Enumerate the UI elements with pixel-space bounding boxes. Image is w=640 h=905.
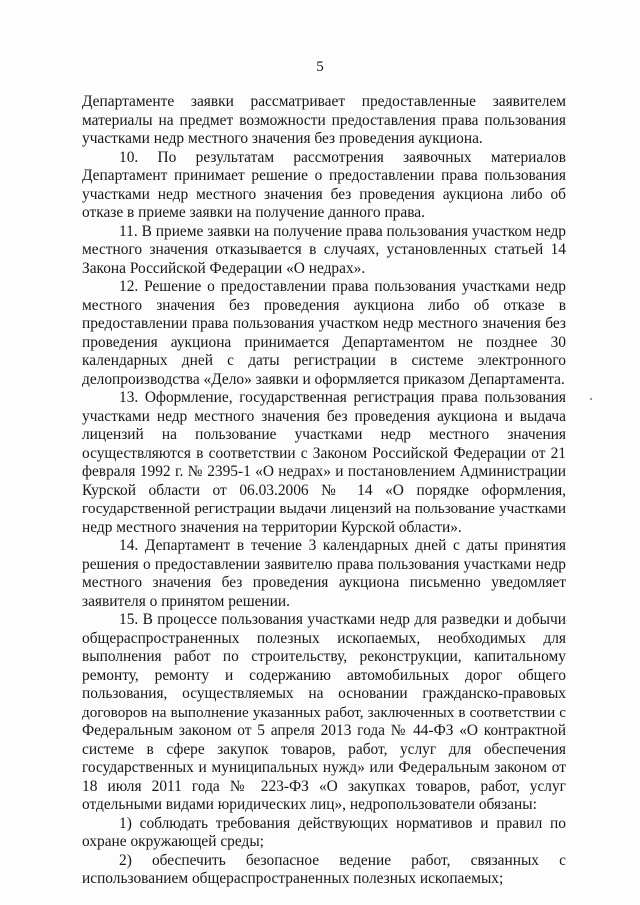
text-line: государственной регистрации выдачи лицензий на пользование участками xyxy=(82,500,566,517)
text-line: делопроизводства «Дело» заявки и оформляется приказом Департамента. xyxy=(82,370,565,388)
text-line: 2) обеспечить безопасное ведение работ, связанных с xyxy=(119,851,566,869)
text-line: использованием общераспространенных полезных ископаемых; xyxy=(82,870,504,887)
text-line: 14. Департамент в течение 3 календарных дней с даты принятия xyxy=(119,537,566,554)
text-line: системе в сфере закупок товаров, работ, услуг для обеспечения xyxy=(82,740,566,758)
text-line: 12. Решение о предоставлении права пользования участками недр xyxy=(119,278,566,295)
document-body xyxy=(82,93,566,889)
text-line: договоров на выполнение указанных работ, заключенных в соответствии с xyxy=(82,703,566,721)
text-line: ремонту, ремонту и содержанию автомобильных дорог общего xyxy=(82,666,566,684)
page-number: 5 xyxy=(316,59,324,75)
text-line: календарных дней с даты регистрации в системе электронного xyxy=(82,352,566,369)
text-line: Курской области от 06.03.2006 № 14 «О порядке оформления, xyxy=(82,481,566,499)
text-line: 11. В приеме заявки на получение права пользования участком недр xyxy=(119,222,566,240)
text-line: проведения аукциона принимается Департаментом не позднее 30 xyxy=(82,333,566,351)
text-line: 1) соблюдать требования действующих нормативов и правил по xyxy=(119,814,566,832)
text-line: участками недр местного значения без проведения аукциона либо об xyxy=(82,185,566,203)
text-line: общераспространенных полезных ископаемых, необходимых для xyxy=(82,629,566,647)
text-line: Департаменте заявки рассматривает предоставленные заявителем xyxy=(82,93,566,110)
scan-speck xyxy=(590,398,592,400)
text-line: Закона Российской Федерации «О недрах». xyxy=(82,259,366,277)
text-line: лицензий на пользование участками недр местного значения xyxy=(82,426,566,443)
text-line: местного значения без проведения аукциона письменно уведомляет xyxy=(82,574,566,591)
text-line: 10. По результатам рассмотрения заявочных материалов xyxy=(119,148,566,166)
text-line: отдельными видами юридических лиц», недропользователи обязаны: xyxy=(82,796,537,813)
text-line: участками недр местного значения без проведения аукциона. xyxy=(82,130,483,147)
text-line: государственных и муниципальных нужд» или Федеральным законом от xyxy=(82,759,566,776)
text-line: Федеральным законом от 5 апреля 2013 года № 44-ФЗ «О контрактной xyxy=(82,722,566,739)
text-line: 13. Оформление, государственная регистрация права пользования xyxy=(119,389,566,406)
text-line: 15. В процессе пользования участками недр для разведки и добычи xyxy=(119,611,566,628)
text-line: предоставлении права пользования участком недр местного значения без xyxy=(82,315,566,332)
text-line: пользования, осуществляемых на основании гражданско-правовых xyxy=(82,685,566,702)
text-line: февраля 1992 г. № 2395-1 «О недрах» и постановлением Администрации xyxy=(82,463,566,480)
text-line: местного значения отказывается в случаях, установленных статьей 14 xyxy=(82,241,566,258)
text-line: участками недр местного значения без проведения аукциона и выдача xyxy=(82,407,566,425)
text-line: заявителя о принятом решении. xyxy=(82,592,290,610)
text-line: недр местного значения на территории Курской области». xyxy=(82,518,462,536)
text-line: материалы на предмет возможности предоставления права пользования xyxy=(82,111,566,129)
text-line: решения о предоставлении заявителю права пользования участками недр xyxy=(82,555,566,573)
text-line: отказе в приеме заявки на получение данного права. xyxy=(82,204,425,221)
text-line: охране окружающей среды; xyxy=(82,833,264,850)
text-line: 18 июля 2011 года № 223-ФЗ «О закупках товаров, работ, услуг xyxy=(82,777,566,795)
text-line: осуществляются в соответствии с Законом Российской Федерации от 21 xyxy=(82,444,566,462)
text-line: Департамент принимает решение о предоставлении права пользования xyxy=(82,167,566,184)
text-line: местного значения без проведения аукциона либо об отказе в xyxy=(82,296,566,314)
text-line: выполнения работ по строительству, реконструкции, капитальному xyxy=(82,648,566,665)
